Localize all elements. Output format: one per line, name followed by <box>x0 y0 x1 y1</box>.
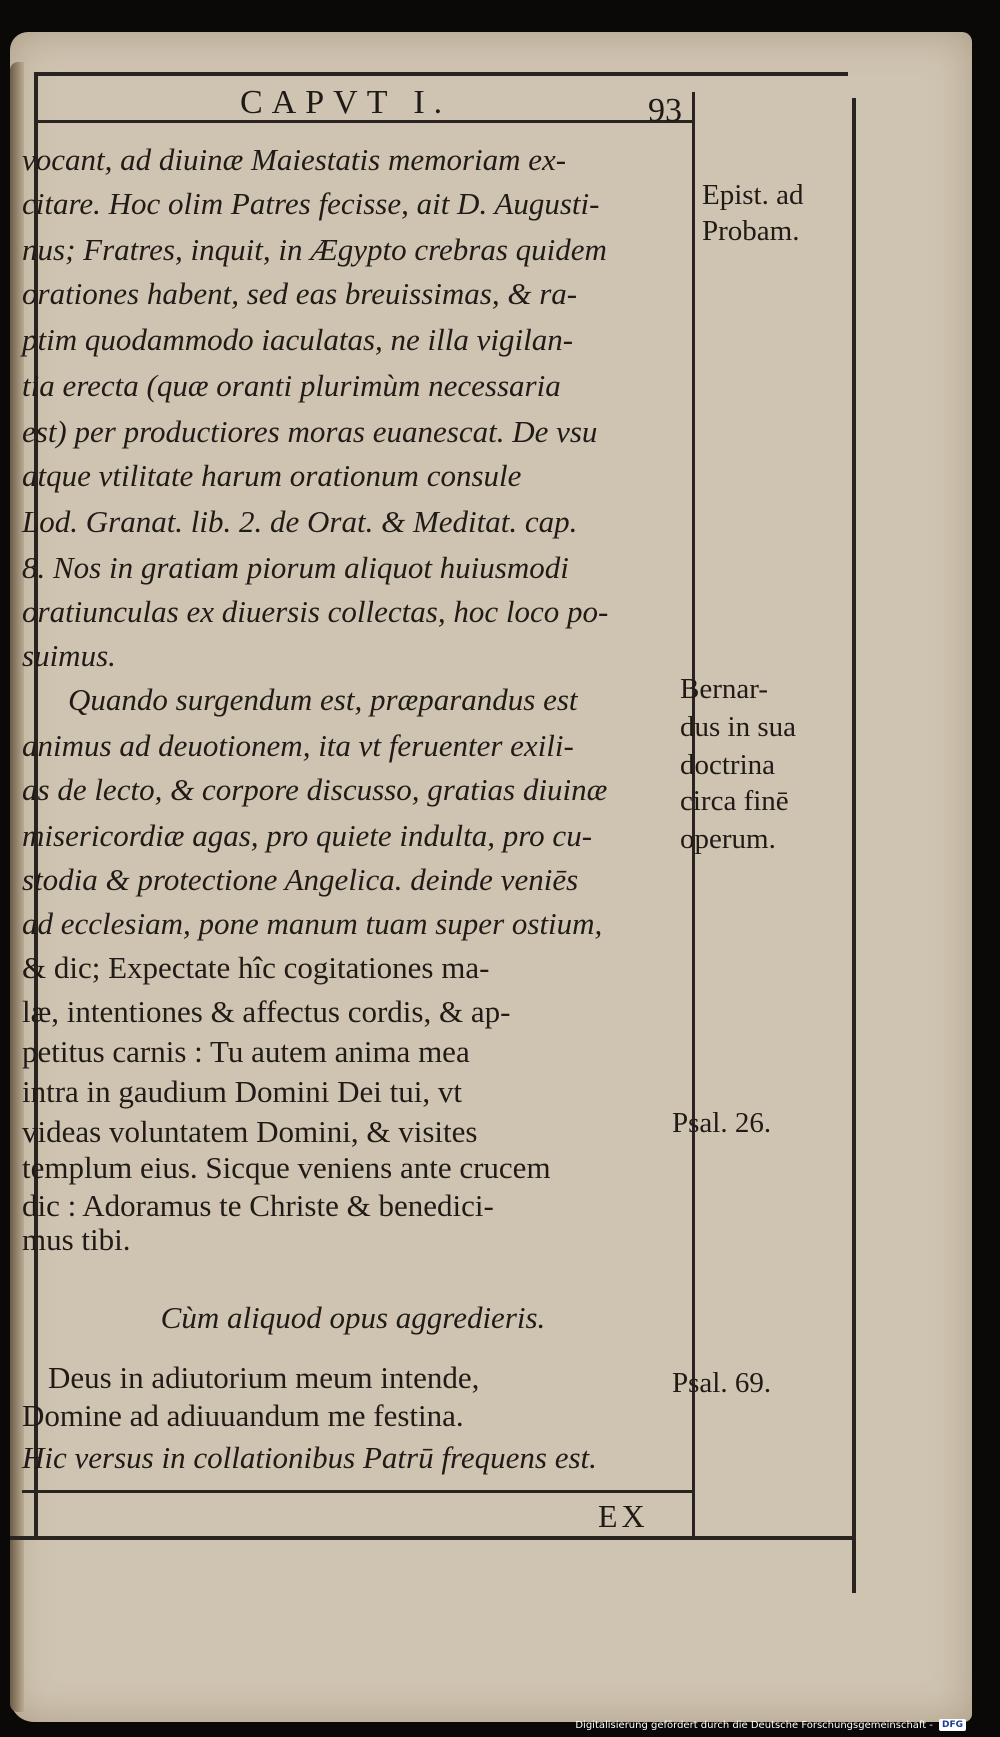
text-line: 8. Nos in gratiam piorum aliquot huiusmodi <box>22 550 569 585</box>
text-line: nus; Fratres, inquit, in Ægypto crebras quidem <box>22 232 607 267</box>
margin-note: doctrina <box>680 749 776 781</box>
text-line: Lod. Granat. lib. 2. de Orat. & Meditat. cap. <box>22 504 578 539</box>
text-line: videas voluntatem Domini, & visites <box>22 1114 478 1149</box>
text-line: orationes habent, sed eas breuissimas, & ra- <box>22 276 578 311</box>
text-line: est) per productiores moras euanescat. De vsu <box>22 414 598 449</box>
text-line: vocant, ad diuinæ Maiestatis memoriam ex- <box>22 142 567 177</box>
text-line: intra in gaudium Domini Dei tui, vt <box>22 1074 462 1109</box>
page-number: 93 <box>648 92 682 129</box>
dfg-logo: DFG <box>939 1719 966 1731</box>
section-heading: Cùm aliquod opus aggredieris. <box>160 1300 546 1335</box>
text-line: petitus carnis : Tu autem anima mea <box>22 1034 470 1069</box>
margin-note: operum. <box>680 823 776 855</box>
text-line: suimus. <box>22 638 116 673</box>
top-rule <box>36 72 848 76</box>
text-line: stodia & protectione Angelica. deinde veniēs <box>22 862 579 897</box>
footer-text: Digitalisierung gefördert durch die Deutsche Forschungsgemeinschaft - <box>575 1719 933 1731</box>
right-frame-rule <box>852 98 856 1593</box>
digitization-credit <box>575 1719 966 1731</box>
text-line: animus ad deuotionem, ita vt feruenter exili- <box>22 728 574 763</box>
text-line: ad ecclesiam, pone manum tuam super ostium, <box>22 906 603 941</box>
margin-note: Probam. <box>702 215 800 247</box>
running-head: CAPVT I. <box>240 84 452 121</box>
text-line: Domine ad adiuuandum me festina. <box>22 1398 464 1433</box>
text-line: tia erecta (quæ oranti plurimùm necessaria <box>22 368 561 403</box>
text-line: dic : Adoramus te Christe & benedici- <box>22 1188 494 1223</box>
margin-note: Psal. 69. <box>672 1367 772 1399</box>
text-line: Quando surgendum est, præparandus est <box>68 682 578 717</box>
margin-note: Psal. 26. <box>672 1107 772 1139</box>
text-bottom-rule <box>22 1490 694 1493</box>
text-line: citare. Hoc olim Patres fecisse, ait D. Augusti- <box>22 186 600 221</box>
margin-note: Epist. ad <box>702 179 804 211</box>
text-line: oratiunculas ex diuersis collectas, hoc loco po- <box>22 594 609 629</box>
margin-note: circa finē <box>680 785 789 817</box>
catchword: EX <box>598 1498 649 1534</box>
text-line: læ, intentiones & affectus cordis, & ap- <box>22 994 511 1029</box>
text-line: & dic; Expectate hîc cogitationes ma- <box>22 950 490 985</box>
text-line: as de lecto, & corpore discusso, gratias diuinæ <box>22 772 608 807</box>
margin-note: Bernar- <box>680 673 768 705</box>
text-line: ptim quodammodo iaculatas, ne illa vigilan- <box>22 322 574 357</box>
text-line: Deus in adiutorium meum intende, <box>48 1360 480 1395</box>
bottom-rule <box>10 1536 852 1540</box>
text-line: atque vtilitate harum orationum consule <box>22 458 522 493</box>
text-line: mus tibi. <box>22 1222 131 1257</box>
text-line: Hic versus in collationibus Patrū frequens est. <box>22 1440 597 1475</box>
margin-note: dus in sua <box>680 711 796 743</box>
text-line: templum eius. Sicque veniens ante crucem <box>22 1150 551 1185</box>
text-line: misericordiæ agas, pro quiete indulta, pro cu- <box>22 818 593 853</box>
